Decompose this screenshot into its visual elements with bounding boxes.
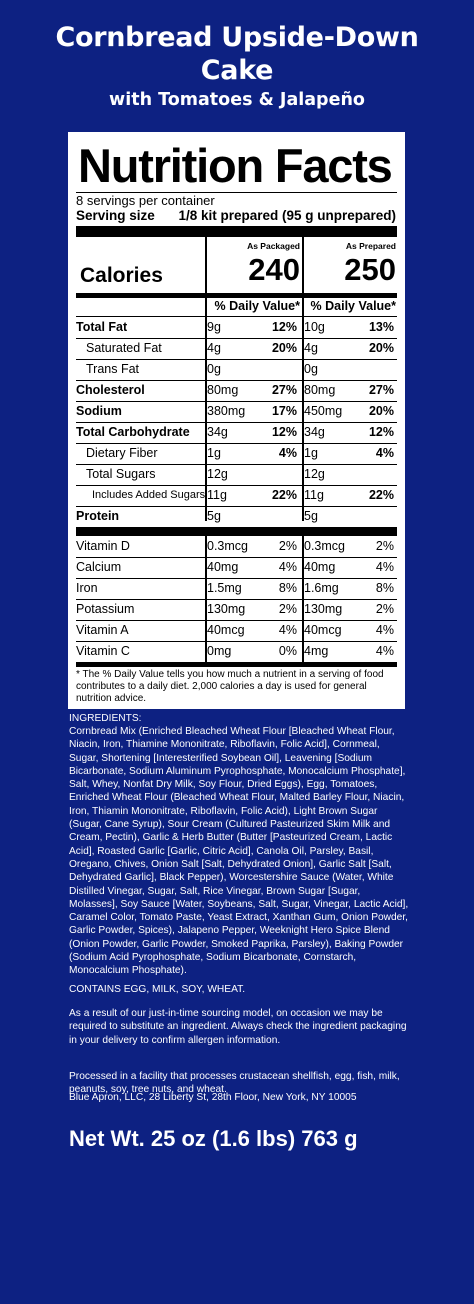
daily-value-packaged: 4% bbox=[278, 560, 297, 574]
vitamin-row bbox=[76, 536, 397, 557]
row-divider bbox=[76, 401, 397, 402]
daily-value-prepared: 2% bbox=[375, 539, 394, 553]
medium-divider bbox=[76, 293, 397, 298]
nutrient-label: Total Carbohydrate bbox=[76, 425, 190, 439]
amount-packaged: 4g bbox=[207, 341, 221, 355]
serving-size-value: 1/8 kit prepared (95 g unprepared) bbox=[178, 208, 396, 223]
calories-prepared: 250 bbox=[344, 252, 396, 287]
vitamin-row bbox=[76, 641, 397, 662]
allergen-statement: CONTAINS EGG, MILK, SOY, WHEAT. bbox=[69, 984, 246, 995]
nutrient-label: Vitamin D bbox=[76, 539, 130, 553]
row-divider bbox=[76, 599, 397, 600]
daily-value-packaged: 0% bbox=[278, 644, 297, 658]
net-weight: Net Wt. 25 oz (1.6 lbs) 763 g bbox=[69, 1126, 358, 1151]
servings-per-container: 8 servings per container bbox=[76, 193, 215, 208]
daily-value-packaged: 20% bbox=[271, 341, 297, 355]
sourcing-note: As a result of our just-in-time sourcing model, on occasion we may be required to substitute an ingredient. Always check the ingredient packaging in your delivery to confirm allergen information. bbox=[69, 1008, 407, 1046]
nutrient-row bbox=[76, 317, 397, 338]
amount-prepared: 80mg bbox=[304, 383, 336, 397]
amount-packaged: 0g bbox=[207, 362, 221, 376]
nutrient-row bbox=[76, 464, 397, 485]
amount-packaged: 34g bbox=[207, 425, 228, 439]
amount-prepared: 1.6mg bbox=[304, 581, 339, 595]
company-address: Blue Apron, LLC, 28 Liberty St, 28th Floor, New York, NY 10005 bbox=[69, 1092, 357, 1103]
nutrient-label: Vitamin A bbox=[76, 623, 129, 637]
amount-packaged: 130mg bbox=[207, 602, 246, 616]
thick-divider bbox=[76, 226, 397, 237]
daily-value-prepared: 27% bbox=[368, 383, 394, 397]
row-divider bbox=[76, 359, 397, 360]
daily-value-prepared: 4% bbox=[375, 644, 394, 658]
daily-value-packaged: 12% bbox=[271, 425, 297, 439]
daily-value-prepared: 13% bbox=[368, 320, 394, 334]
amount-prepared: 1g bbox=[304, 446, 318, 460]
nutrient-label: Iron bbox=[76, 581, 98, 595]
amount-prepared: 12g bbox=[304, 467, 325, 481]
row-divider bbox=[76, 557, 397, 558]
product-subtitle: with Tomatoes & Jalapeño bbox=[109, 90, 365, 110]
nutrient-label: Calcium bbox=[76, 560, 122, 574]
facility-statement: Processed in a facility that processes crustacean shellfish, egg, fish, milk, peanuts, soy, tree nuts, and wheat. bbox=[69, 1071, 400, 1096]
amount-prepared: 34g bbox=[304, 425, 325, 439]
amount-prepared: 40mcg bbox=[304, 623, 342, 637]
nutrient-label: Trans Fat bbox=[86, 362, 140, 376]
daily-value-packaged: 2% bbox=[278, 602, 297, 616]
row-divider bbox=[76, 464, 397, 465]
serving-size-label: Serving size bbox=[76, 208, 155, 223]
amount-prepared: 11g bbox=[304, 488, 324, 502]
nutrient-row bbox=[76, 338, 397, 359]
vitamin-row bbox=[76, 599, 397, 620]
daily-value-prepared: 8% bbox=[375, 581, 394, 595]
nutrient-row bbox=[76, 380, 397, 401]
daily-value-packaged: 8% bbox=[278, 581, 297, 595]
nutrient-label: Saturated Fat bbox=[86, 341, 162, 355]
nutrient-row bbox=[76, 443, 397, 464]
amount-packaged: 12g bbox=[207, 467, 228, 481]
daily-value-packaged: 12% bbox=[271, 320, 297, 334]
ingredients-list: Cornbread Mix (Enriched Bleached Wheat Flour [Bleached Wheat Flour, Niacin, Iron, Thiamine Mononitrate, Riboflavin, Folic Acid], Cornmeal, Sugar, Shortening [Interesterified Soybean Oil], Leavening [Sodium Bicarbonate, Sodium Aluminum Pyrophosphate, Monocalcium Phosphate], Salt, Whey, Nonfat Dry Milk, Soy Flour, Dried Eggs), Egg, Tomatoes, Enriched Wheat Flour (Bleached Wheat Flour, Malted Barley Flour, Niacin, Iron, Thiamin Mononitrate, Riboflavin, Folic Acid), Light Brown Sugar (Sugar, Cane Syrup), Sour Cream (Cultured Pasteurized Skim Milk and Cream, Pectin), Garlic & Herb Butter (Butter [Pasteurized Cream, Lactic Acid], Roasted Garlic [Garlic, Citric Acid], Canola Oil, Parsley, Basil, Oregano, Chives, Onion Salt [Salt, Dehydrated Onion], Garlic Salt [Salt, Dehydrated Garlic], Black Pepper), Worcestershire Sauce (Water, White Distilled Vinegar, Sugar, Salt, Rice Vinegar, Brown Sugar [Sugar, Molasses], Soy Sauce [Water, Soybeans, Salt, Sugar, Vinegar, Lactic Acid], Caramel Color, Tomato Paste, Yeast Extract, Xanthan Gum, Onion Powder, Garlic Powder, Spices), Jalapeno Pepper, Weeknight Hero Spice Blend (Onion Powder, Garlic Powder, Smoked Paprika, Parsley), Baking Powder (Sodium Acid Pyrophosphate, Sodium Bicarbonate, Cornstarch, Monocalcium Phosphate). bbox=[69, 726, 409, 977]
amount-prepared: 40mg bbox=[304, 560, 336, 574]
daily-value-prepared: 22% bbox=[368, 488, 394, 502]
row-divider bbox=[76, 641, 397, 642]
daily-value-packaged: 4% bbox=[278, 623, 297, 637]
nutrient-label: Vitamin C bbox=[76, 644, 130, 658]
ingredients-heading: INGREDIENTS: bbox=[69, 713, 142, 724]
daily-value-packaged: 4% bbox=[278, 446, 297, 460]
amount-packaged: 9g bbox=[207, 320, 221, 334]
amount-packaged: 11g bbox=[207, 488, 227, 502]
daily-value-prepared: 20% bbox=[368, 404, 394, 418]
amount-packaged: 1.5mg bbox=[207, 581, 242, 595]
amount-prepared: 130mg bbox=[304, 602, 343, 616]
daily-value-prepared: 4% bbox=[375, 623, 394, 637]
daily-value-packaged: 27% bbox=[271, 383, 297, 397]
row-divider bbox=[76, 506, 397, 507]
daily-value-packaged: 17% bbox=[271, 404, 297, 418]
amount-prepared: 4g bbox=[304, 341, 318, 355]
nutrient-label: Total Fat bbox=[76, 320, 128, 334]
row-divider bbox=[76, 422, 397, 423]
amount-prepared: 0.3mcg bbox=[304, 539, 345, 553]
nutrient-label: Dietary Fiber bbox=[86, 446, 158, 460]
amount-packaged: 0mg bbox=[207, 644, 232, 658]
calories-packaged: 240 bbox=[248, 252, 300, 287]
amount-packaged: 80mg bbox=[207, 383, 239, 397]
amount-packaged: 1g bbox=[207, 446, 221, 460]
amount-prepared: 4mg bbox=[304, 644, 329, 658]
daily-value-prepared: 4% bbox=[375, 560, 394, 574]
product-title-line2: Cake bbox=[200, 55, 274, 86]
nutrient-row bbox=[76, 401, 397, 422]
row-divider bbox=[76, 485, 397, 486]
nutrient-label: Protein bbox=[76, 509, 120, 523]
row-divider bbox=[76, 443, 397, 444]
daily-value-prepared: 4% bbox=[375, 446, 394, 460]
calories-label: Calories bbox=[80, 264, 163, 287]
nutrient-row bbox=[76, 422, 397, 443]
row-divider bbox=[76, 380, 397, 381]
nutrient-label: Potassium bbox=[76, 602, 135, 616]
row-divider bbox=[76, 578, 397, 579]
daily-value-prepared: 2% bbox=[375, 602, 394, 616]
amount-packaged: 5g bbox=[207, 509, 221, 523]
daily-value-packaged: 2% bbox=[278, 539, 297, 553]
daily-value-prepared: 20% bbox=[368, 341, 394, 355]
nutrition-facts-title: Nutrition Facts bbox=[78, 139, 392, 192]
amount-packaged: 40mg bbox=[207, 560, 239, 574]
vitamin-row bbox=[76, 578, 397, 599]
nutrient-label: Cholesterol bbox=[76, 383, 145, 397]
row-divider bbox=[76, 620, 397, 621]
product-title-line1: Cornbread Upside-Down bbox=[55, 22, 419, 53]
column-head-packaged: As Packaged bbox=[247, 241, 300, 251]
nutrient-row bbox=[76, 359, 397, 380]
amount-prepared: 10g bbox=[304, 320, 325, 334]
row-divider bbox=[76, 338, 397, 339]
nutrient-row bbox=[76, 485, 397, 506]
nutrition-facts-panel bbox=[68, 132, 405, 709]
daily-value-head-prepared: % Daily Value* bbox=[310, 299, 396, 313]
daily-value-prepared: 12% bbox=[368, 425, 394, 439]
vitamin-row bbox=[76, 620, 397, 641]
amount-packaged: 40mcg bbox=[207, 623, 245, 637]
vitamin-row bbox=[76, 557, 397, 578]
amount-packaged: 380mg bbox=[207, 404, 246, 418]
daily-value-packaged: 22% bbox=[271, 488, 297, 502]
nutrient-row bbox=[76, 506, 397, 527]
daily-value-footnote: * The % Daily Value tells you how much a nutrient in a serving of food contributes to a daily diet. 2,000 calories a day is used for general nutrition advice. bbox=[76, 669, 384, 704]
nutrient-label: Sodium bbox=[76, 404, 122, 418]
amount-prepared: 5g bbox=[304, 509, 318, 523]
daily-value-head-packaged: % Daily Value* bbox=[214, 299, 300, 313]
nutrient-label: Includes Added Sugars bbox=[92, 489, 206, 501]
amount-prepared: 450mg bbox=[304, 404, 343, 418]
thick-divider bbox=[76, 527, 397, 536]
nutrient-label: Total Sugars bbox=[86, 467, 156, 481]
medium-divider bbox=[76, 662, 397, 667]
column-head-prepared: As Prepared bbox=[345, 241, 396, 251]
amount-packaged: 0.3mcg bbox=[207, 539, 248, 553]
amount-prepared: 0g bbox=[304, 362, 318, 376]
